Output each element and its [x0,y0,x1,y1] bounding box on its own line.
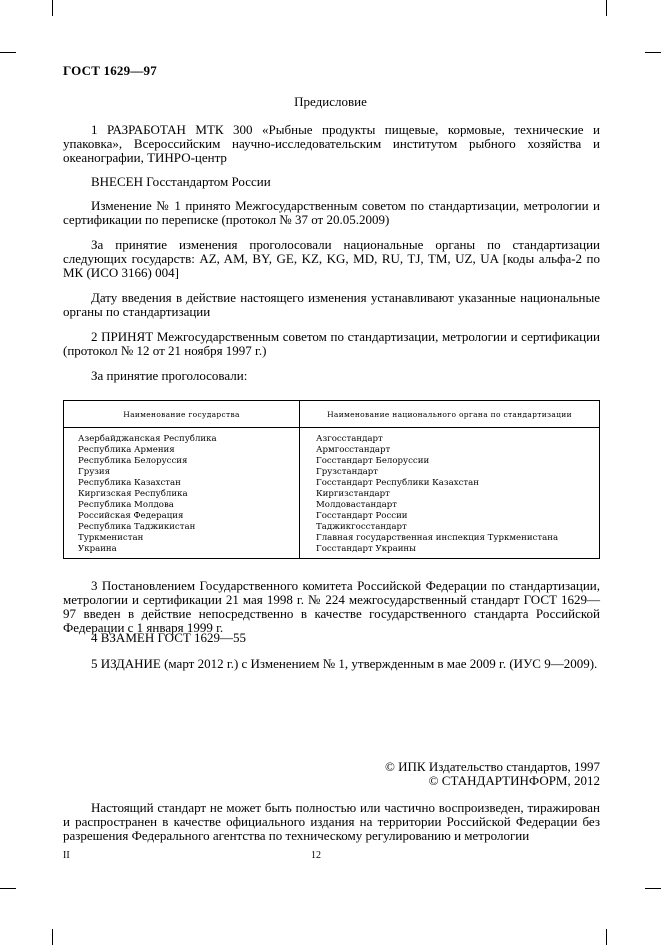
table-header-state: Наименование государства [64,401,300,428]
paragraph-effective-date: Дату введения в действие настоящего изменения устанавливают указанные национальные органы по стандартизации [63,290,600,319]
table-row [64,428,600,559]
paragraph-developed: 1 РАЗРАБОТАН МТК 300 «Рыбные продукты пищевые, кормовые, технические и упаковка», Всероссийским научно-исследовательским институтом рыбного хозяйства и океанографии, ТИНРО-центр [63,122,600,165]
states-list: Азербайджанская Республика Республика Армения Республика Белоруссия Грузия Республика Казахстан Киргизская Республика Республика Молдова Российская Федерация Республика Таджикистан Туркменистан Украина [64,428,300,559]
reproduction-notice: Настоящий стандарт не может быть полностью или частично воспроизведен, тиражирован и распространен в качестве официального издания на территории Российской Федерации без разрешения Федерального агентства по техническому регулированию и метрологии [63,800,600,843]
paragraph-amendment-vote: За принятие изменения проголосовали национальные органы по стандартизации следующих государств: AZ, AM, BY, GE, KZ, KG, MD, RU, TJ, TM, UZ, UA [коды альфа-2 по МК (ИСО 3166) 004] [63,237,600,280]
page-roman-number: II [63,850,70,861]
paragraph-edition: 5 ИЗДАНИЕ (март 2012 г.) с Изменением № 1, утвержденным в мае 2009 г. (ИУС 9—2009). [91,656,598,671]
crop-mark [645,52,661,53]
bodies-list: Азгосстандарт Армгосстандарт Госстандарт Белоруссии Грузстандарт Госстандарт Республики Казахстан Киргизстандарт Молдовастандарт Госстандарт России Таджикгосстандарт Главная государственная инспекция Туркменистана Госстандарт Украины [300,428,600,559]
table-header-body: Наименование национального органа по стандартизации [300,401,600,428]
document-header: ГОСТ 1629—97 [63,63,157,78]
paragraph-introduced: ВНЕСЕН Госстандартом России [91,174,271,189]
copyright-2012: © СТАНДАРТИНФОРМ, 2012 [428,773,600,788]
voting-table [63,400,600,559]
crop-mark [0,52,16,53]
crop-mark [0,888,16,889]
crop-mark [52,929,53,945]
paragraph-voted: За принятие проголосовали: [91,368,248,383]
crop-mark [645,888,661,889]
crop-mark [52,0,53,16]
page-number: 12 [311,850,321,861]
copyright-1997: © ИПК Издательство стандартов, 1997 [385,759,600,774]
section-title: Предисловие [294,94,367,109]
paragraph-adopted: 2 ПРИНЯТ Межгосударственным советом по стандартизации, метрологии и сертификации (протокол № 12 от 21 ноября 1997 г.) [63,329,600,358]
table-header-row [64,401,600,428]
paragraph-replaces: 4 ВЗАМЕН ГОСТ 1629—55 [91,630,247,645]
paragraph-amendment: Изменение № 1 принято Межгосударственным советом по стандартизации, метрологии и сертификации по переписке (протокол № 37 от 20.05.2009) [63,198,600,227]
paragraph-decree: 3 Постановлением Государственного комитета Российской Федерации по стандартизации, метрологии и сертификации 21 мая 1998 г. № 224 межгосударственный стандарт ГОСТ 1629—97 введен в действие непосредственно в качестве государственного стандарта Российской Федерации с 1 января 1999 г. [63,578,600,635]
crop-mark [606,0,607,16]
crop-mark [606,929,607,945]
